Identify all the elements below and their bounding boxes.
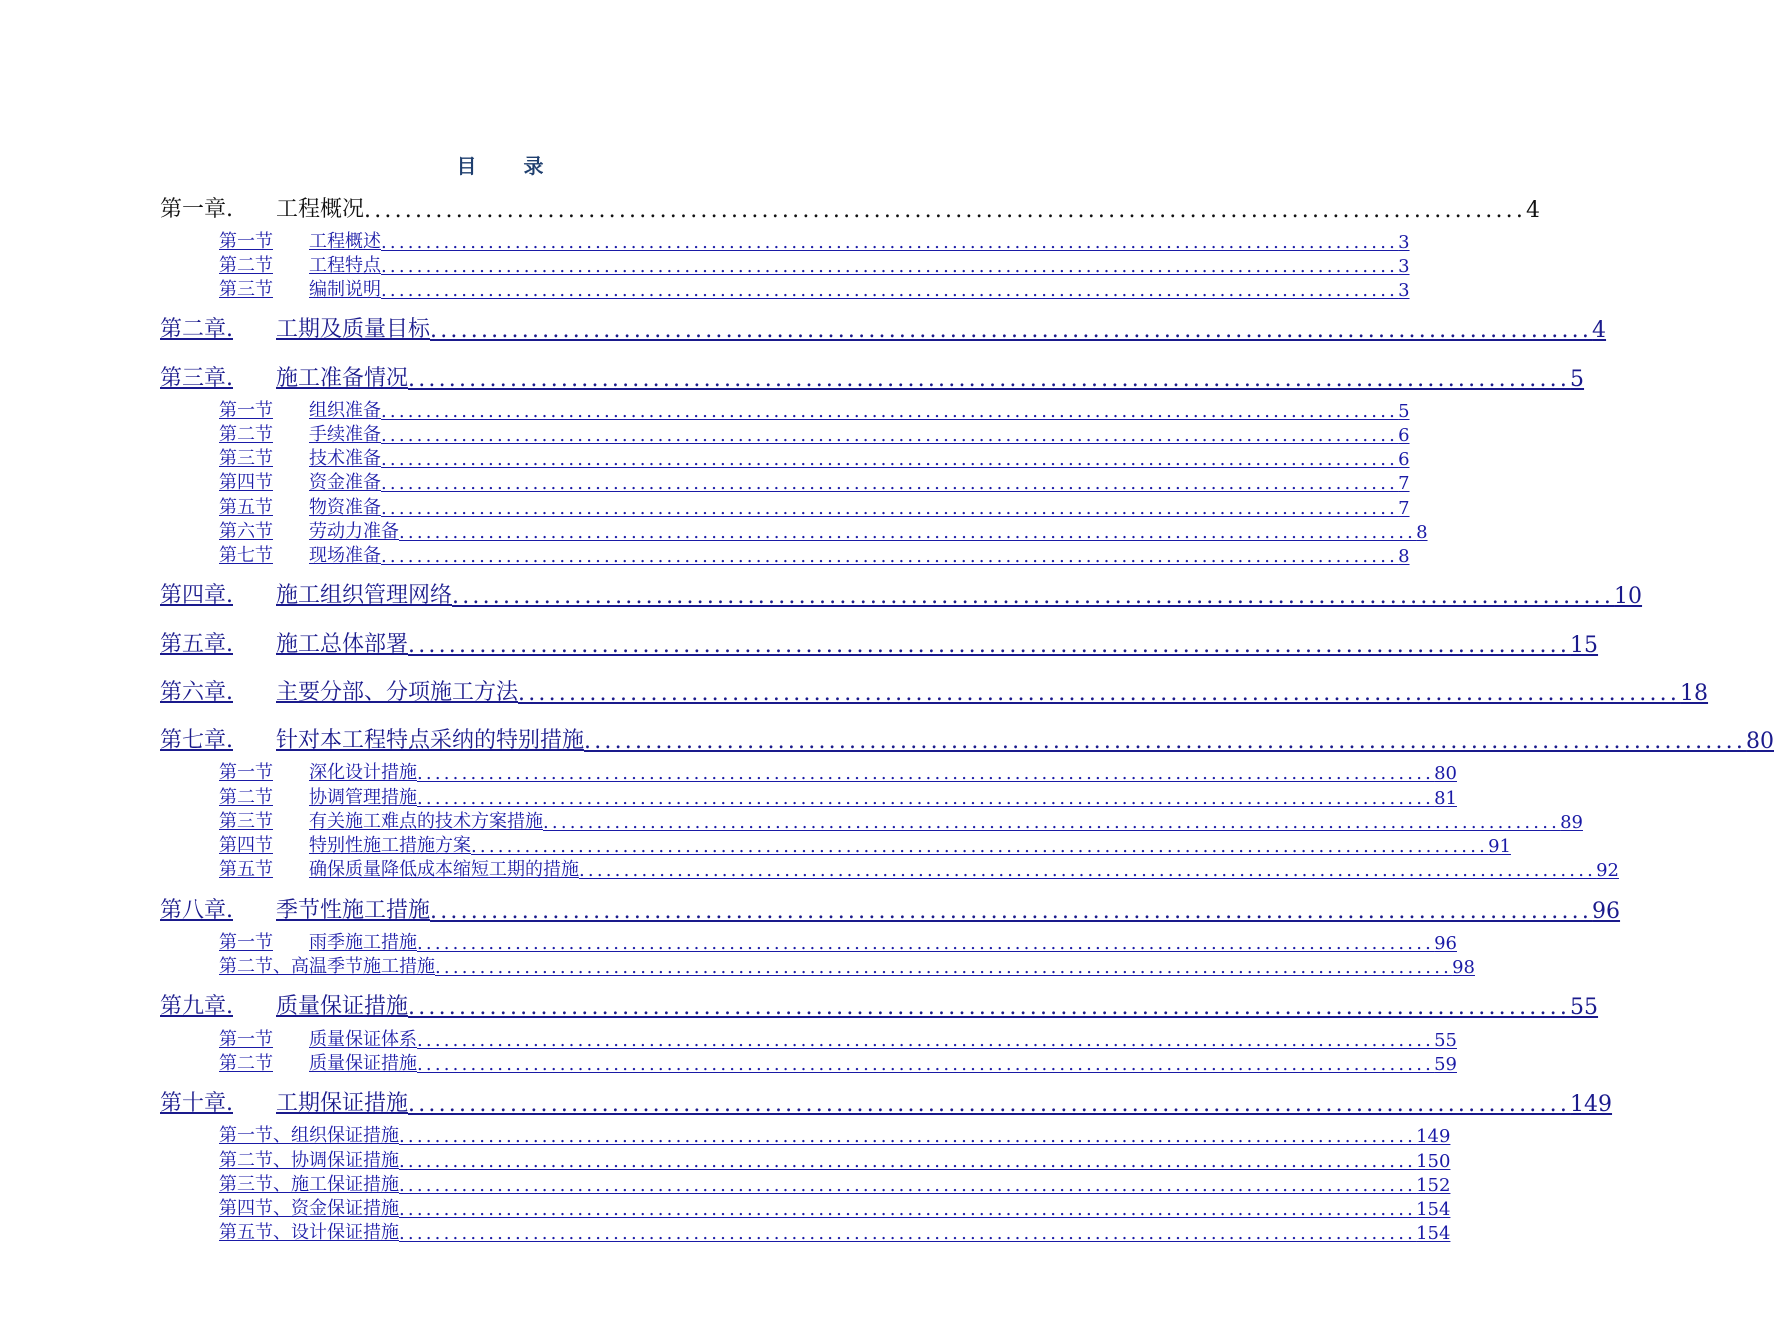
dot-leader: .................................................................................................................. (543, 812, 1561, 833)
toc-chapter-entry[interactable] (160, 676, 1709, 706)
dot-leader: .................................................................................................................. (417, 788, 1435, 809)
page-number: 154 (1416, 1199, 1451, 1220)
entry-number: 第六节 (219, 521, 273, 542)
entry-title: 质量保证措施 (276, 994, 409, 1019)
entry-number: 第三章. (160, 366, 233, 391)
toc-section-entry[interactable] (219, 1196, 1451, 1220)
entry-title: 手续准备 (309, 424, 381, 445)
toc-section-entry[interactable] (219, 446, 1410, 470)
entry-number: 第一节 (219, 400, 273, 421)
toc-chapter-entry[interactable] (160, 990, 1599, 1020)
entry-number: 第五节、 (219, 1222, 291, 1243)
entry-title: 深化设计措施 (309, 762, 417, 783)
page-number: 8 (1416, 522, 1428, 543)
entry-title: 质量保证措施 (309, 1053, 417, 1074)
entry-number: 第七节 (219, 545, 273, 566)
toc-section-entry[interactable] (219, 470, 1410, 494)
entry-title: 组织准备 (309, 400, 381, 421)
dot-leader: .................................................................................................................. (381, 449, 1399, 470)
page-number: 10 (1614, 584, 1643, 609)
dot-leader: .................................................................................................................. (381, 546, 1399, 567)
entry-number: 第四节 (219, 472, 273, 493)
toc-section-entry[interactable] (219, 229, 1410, 253)
entry-number: 第四节、 (219, 1198, 291, 1219)
dot-leader: .................................................................................................................. (399, 1223, 1417, 1244)
page-number: 149 (1570, 1092, 1613, 1117)
toc-chapter-entry[interactable] (160, 628, 1599, 658)
entry-title: 施工组织管理网络 (276, 583, 453, 608)
toc-section-entry[interactable] (219, 398, 1410, 422)
entry-title: 工程概况 (276, 197, 365, 222)
entry-number: 第二节、 (219, 956, 291, 977)
dot-leader: .................................................................................................................. (381, 256, 1399, 277)
dot-leader: .................................................................................................................. (399, 1151, 1417, 1172)
page-number: 80 (1746, 729, 1774, 754)
entry-title: 现场准备 (309, 545, 381, 566)
toc-chapter-entry[interactable] (160, 1087, 1613, 1117)
entry-number: 第三节 (219, 811, 273, 832)
entry-title: 确保质量降低成本缩短工期的措施 (309, 859, 579, 880)
entry-title: 设计保证措施 (291, 1222, 399, 1243)
entry-title: 季节性施工措施 (276, 898, 431, 923)
toc-section-entry[interactable] (219, 519, 1428, 543)
entry-title: 协调管理措施 (309, 787, 417, 808)
page-number: 8 (1398, 546, 1410, 567)
toc-section-entry[interactable] (219, 809, 1583, 833)
toc-section-entry[interactable] (219, 253, 1410, 277)
entry-title: 主要分部、分项施工方法 (276, 680, 519, 705)
entry-title: 劳动力准备 (309, 521, 399, 542)
entry-number: 第二节 (219, 255, 273, 276)
dot-leader: .................................................................................................................. (452, 584, 1615, 609)
entry-title: 资金准备 (309, 472, 381, 493)
toc-chapter-entry (160, 193, 1541, 223)
page-number: 59 (1434, 1054, 1457, 1075)
entry-number: 第四章. (160, 583, 233, 608)
dot-leader: .................................................................................................................. (381, 473, 1399, 494)
dot-leader: .................................................................................................................. (408, 1092, 1571, 1117)
page-number: 96 (1592, 899, 1621, 924)
dot-leader: .................................................................................................................. (381, 498, 1399, 519)
toc-section-entry[interactable] (219, 954, 1475, 978)
entry-title: 物资准备 (309, 497, 381, 518)
page-number: 5 (1398, 401, 1410, 422)
entry-number: 第一章. (160, 197, 233, 222)
dot-leader: .................................................................................................................. (399, 1175, 1417, 1196)
page-number: 150 (1416, 1151, 1451, 1172)
page-number: 80 (1434, 763, 1457, 784)
page-number: 89 (1560, 812, 1583, 833)
toc-section-entry[interactable] (219, 760, 1457, 784)
entry-title: 工程特点 (309, 255, 381, 276)
page-number: 96 (1434, 933, 1457, 954)
entry-title: 施工保证措施 (291, 1174, 399, 1195)
entry-title: 组织保证措施 (291, 1125, 399, 1146)
entry-number: 第一节、 (219, 1125, 291, 1146)
entry-title: 高温季节施工措施 (291, 956, 435, 977)
page-number: 81 (1434, 788, 1457, 809)
page-number: 5 (1570, 367, 1585, 392)
page-number: 3 (1398, 280, 1410, 301)
entry-number: 第五节 (219, 859, 273, 880)
entry-number: 第五节 (219, 497, 273, 518)
entry-number: 第十章. (160, 1091, 233, 1116)
page-number: 15 (1570, 633, 1599, 658)
toc-section-entry[interactable] (219, 857, 1619, 881)
toc-section-entry[interactable] (219, 543, 1410, 567)
toc-section-entry[interactable] (219, 1172, 1451, 1196)
entry-title: 特别性施工措施方案 (309, 835, 471, 856)
page-number: 3 (1398, 256, 1410, 277)
entry-number: 第二节 (219, 424, 273, 445)
dot-leader: .................................................................................................................. (417, 1054, 1435, 1075)
page-number: 98 (1452, 957, 1475, 978)
entry-title: 编制说明 (309, 279, 381, 300)
entry-number: 第二节 (219, 787, 273, 808)
dot-leader: .................................................................................................................. (381, 280, 1399, 301)
entry-title: 质量保证体系 (309, 1029, 417, 1050)
entry-number: 第二节、 (219, 1150, 291, 1171)
toc-chapter-entry[interactable] (160, 313, 1607, 343)
dot-leader: .................................................................................................................. (430, 899, 1593, 924)
entry-number: 第九章. (160, 994, 233, 1019)
page-number: 154 (1416, 1223, 1451, 1244)
dot-leader: .................................................................................................................. (471, 836, 1489, 857)
dot-leader: .................................................................................................................. (417, 933, 1435, 954)
dot-leader: .................................................................................................................. (579, 860, 1597, 881)
toc-section-entry[interactable] (219, 1027, 1457, 1051)
entry-number: 第八章. (160, 898, 233, 923)
entry-title: 施工准备情况 (276, 366, 409, 391)
toc-section-entry[interactable] (219, 495, 1410, 519)
entry-number: 第六章. (160, 680, 233, 705)
entry-title: 针对本工程特点采纳的特别措施 (276, 728, 585, 753)
dot-leader: .................................................................................................................. (417, 1030, 1435, 1051)
page-number: 6 (1398, 449, 1410, 470)
page-number: 91 (1488, 836, 1511, 857)
toc-section-entry[interactable] (219, 1123, 1451, 1147)
entry-number: 第三节 (219, 279, 273, 300)
dot-leader: .................................................................................................................. (408, 633, 1571, 658)
entry-number: 第一节 (219, 1029, 273, 1050)
toc-section-entry[interactable] (219, 1051, 1457, 1075)
entry-title: 工程概述 (309, 231, 381, 252)
dot-leader: .................................................................................................................. (381, 401, 1399, 422)
toc-chapter-entry[interactable] (160, 579, 1643, 609)
toc-section-entry[interactable] (219, 930, 1457, 954)
toc-section-entry[interactable] (219, 1220, 1451, 1244)
dot-leader: .................................................................................................................. (584, 729, 1747, 754)
entry-title: 技术准备 (309, 448, 381, 469)
dot-leader: .................................................................................................................. (417, 763, 1435, 784)
dot-leader: .................................................................................................................. (381, 425, 1399, 446)
dot-leader: .................................................................................................................. (399, 1126, 1417, 1147)
entry-number: 第五章. (160, 632, 233, 657)
dot-leader: .................................................................................................................. (364, 198, 1527, 223)
toc-section-entry[interactable] (219, 785, 1457, 809)
entry-number: 第三节、 (219, 1174, 291, 1195)
entry-title: 有关施工难点的技术方案措施 (309, 811, 543, 832)
dot-leader: .................................................................................................................. (408, 995, 1571, 1020)
entry-title: 协调保证措施 (291, 1150, 399, 1171)
dot-leader: .................................................................................................................. (430, 318, 1593, 343)
page-number: 7 (1398, 473, 1410, 494)
toc-section-entry[interactable] (219, 422, 1410, 446)
entry-number: 第三节 (219, 448, 273, 469)
toc-chapter-entry[interactable] (160, 362, 1585, 392)
page-number: 55 (1434, 1030, 1457, 1051)
dot-leader: .................................................................................................................. (381, 232, 1399, 253)
dot-leader: .................................................................................................................. (399, 1199, 1417, 1220)
dot-leader: .................................................................................................................. (435, 957, 1453, 978)
toc-chapter-entry[interactable] (160, 724, 1774, 754)
dot-leader: .................................................................................................................. (408, 367, 1571, 392)
entry-title: 雨季施工措施 (309, 932, 417, 953)
page-number: 6 (1398, 425, 1410, 446)
toc-section-entry[interactable] (219, 277, 1410, 301)
entry-number: 第七章. (160, 728, 233, 753)
page-number: 92 (1596, 860, 1619, 881)
entry-number: 第一节 (219, 762, 273, 783)
entry-title: 资金保证措施 (291, 1198, 399, 1219)
page-number: 4 (1526, 198, 1541, 223)
dot-leader: .................................................................................................................. (399, 522, 1417, 543)
dot-leader: .................................................................................................................. (518, 681, 1681, 706)
entry-title: 施工总体部署 (276, 632, 409, 657)
entry-number: 第一节 (219, 231, 273, 252)
page-number: 149 (1416, 1126, 1451, 1147)
entry-number: 第一节 (219, 932, 273, 953)
toc-chapter-entry[interactable] (160, 894, 1621, 924)
entry-number: 第二节 (219, 1053, 273, 1074)
page-number: 152 (1416, 1175, 1451, 1196)
entry-title: 工期及质量目标 (276, 317, 431, 342)
entry-number: 第二章. (160, 317, 233, 342)
page-number: 7 (1398, 498, 1410, 519)
page-number: 55 (1570, 995, 1599, 1020)
page-number: 18 (1680, 681, 1709, 706)
toc-section-entry[interactable] (219, 833, 1511, 857)
entry-title: 工期保证措施 (276, 1091, 409, 1116)
toc-section-entry[interactable] (219, 1148, 1451, 1172)
page-number: 3 (1398, 232, 1410, 253)
entry-number: 第四节 (219, 835, 273, 856)
page-number: 4 (1592, 318, 1607, 343)
toc-title: 目 录 (456, 154, 564, 178)
